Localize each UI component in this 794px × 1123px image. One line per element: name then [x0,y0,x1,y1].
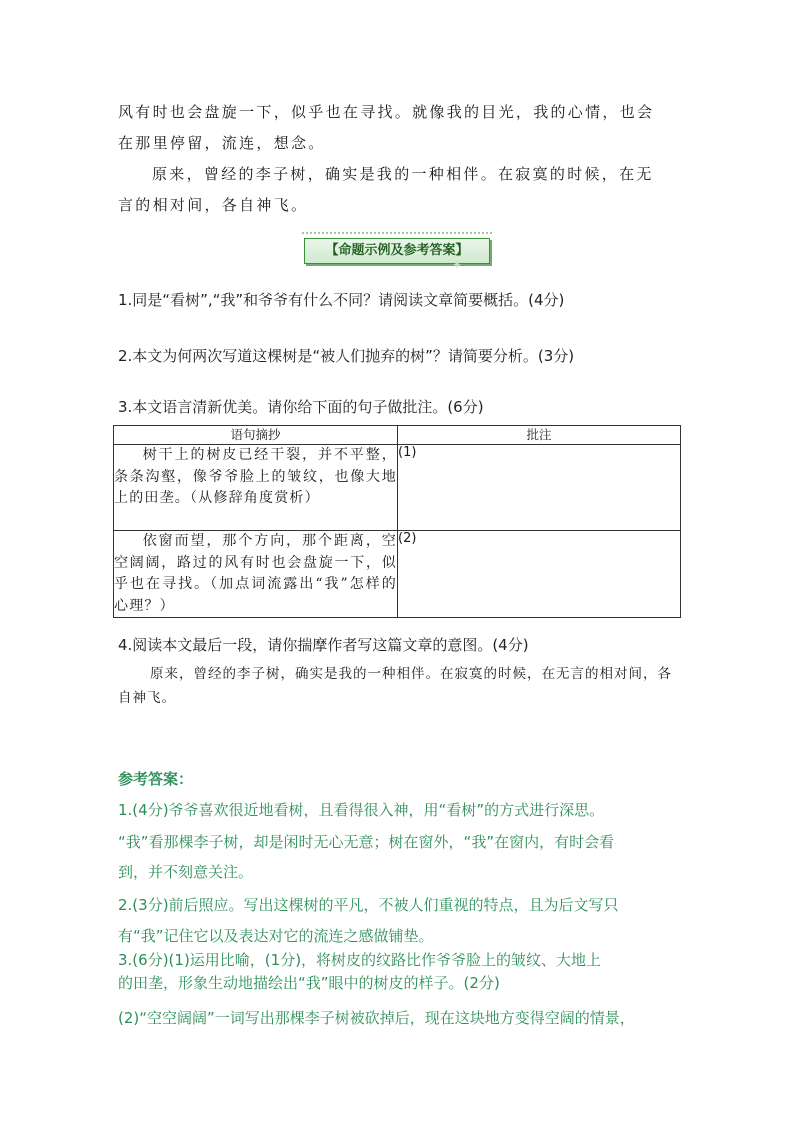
question-2: 2.本文为何两次写道这棵树是“被人们抛弃的树”？请简要分析。(3分) [118,347,575,365]
table-row [114,445,681,531]
table-header-quote: 语句摘抄 [114,426,398,445]
answer-1-line-3: 到，并不刻意关注。 [118,863,254,881]
passage-line-4: 言的相对间，各自神飞。 [118,196,309,214]
answer-1-line-2: “我”看那棵李子树，却是闲时无心无意；树在窗外，“我”在窗内，有时会看 [118,833,615,851]
badge-dotted-decoration [302,232,492,237]
answer-2-line-2: 有“我”记住它以及表达对它的流连之感做铺垫。 [118,927,434,945]
star-icon: ✦ [452,258,463,272]
answer-3-line-3: (2)“空空阔阔”一词写出那棵李子树被砍掉后，现在这块地方变得空阔的情景， [118,1009,635,1027]
row1-note: (1) [398,445,681,531]
table-header-note: 批注 [398,426,681,445]
question-4: 4.阅读本文最后一段，请你揣摩作者写这篇文章的意图。(4分) [118,636,529,654]
row2-note: (2) [398,531,681,618]
badge-label: 【命题示例及参考答案】 [304,238,490,264]
annotation-table [113,425,681,618]
question-1: 1.同是“看树”,“我”和爷爷有什么不同？请阅读文章简要概括。(4分) [118,291,565,309]
answer-2-line-1: 2.(3分)前后照应。写出这棵树的平凡，不被人们重视的特点，且为后文写只 [118,896,619,914]
answers-title: 参考答案： [118,770,194,788]
table-row [114,531,681,618]
passage-line-2: 在那里停留，流连，想念。 [118,134,326,152]
answer-1-line-1: 1.(4分)爷爷喜欢很近地看树，且看得很入神，用“看树”的方式进行深思。 [118,801,605,819]
answer-3-line-2: 的田垄，形象生动地描绘出“我”眼中的树皮的样子。(2分) [118,974,500,992]
question-3: 3.本文语言清新优美。请你给下面的句子做批注。(6分) [118,398,484,416]
row1-quote: 树干上的树皮已经干裂，并不平整，条条沟壑，像爷爷脸上的皱纹，也像大地上的田垄。（从修辞角度赏析） [114,445,398,531]
answer-3-line-1: 3.(6分)(1)运用比喻，(1分)，将树皮的纹路比作爷爷脸上的皱纹、大地上 [118,951,602,969]
passage-line-1: 风有时也会盘旋一下，似乎也在寻找。就像我的目光，我的心情，也会 [118,103,655,121]
section-badge [302,236,492,272]
question-4-quote: 原来，曾经的李子树，确实是我的一种相伴。在寂寞的时候，在无言的相对间，各自神飞。 [118,666,672,706]
row2-quote: 依窗而望，那个方向，那个距离，空空阔阔，路过的风有时也会盘旋一下，似乎也在寻找。（加点词流露出“我”怎样的心理？） [114,531,398,618]
passage-line-3: 原来，曾经的李子树，确实是我的一种相伴。在寂寞的时候，在无 [152,165,654,183]
